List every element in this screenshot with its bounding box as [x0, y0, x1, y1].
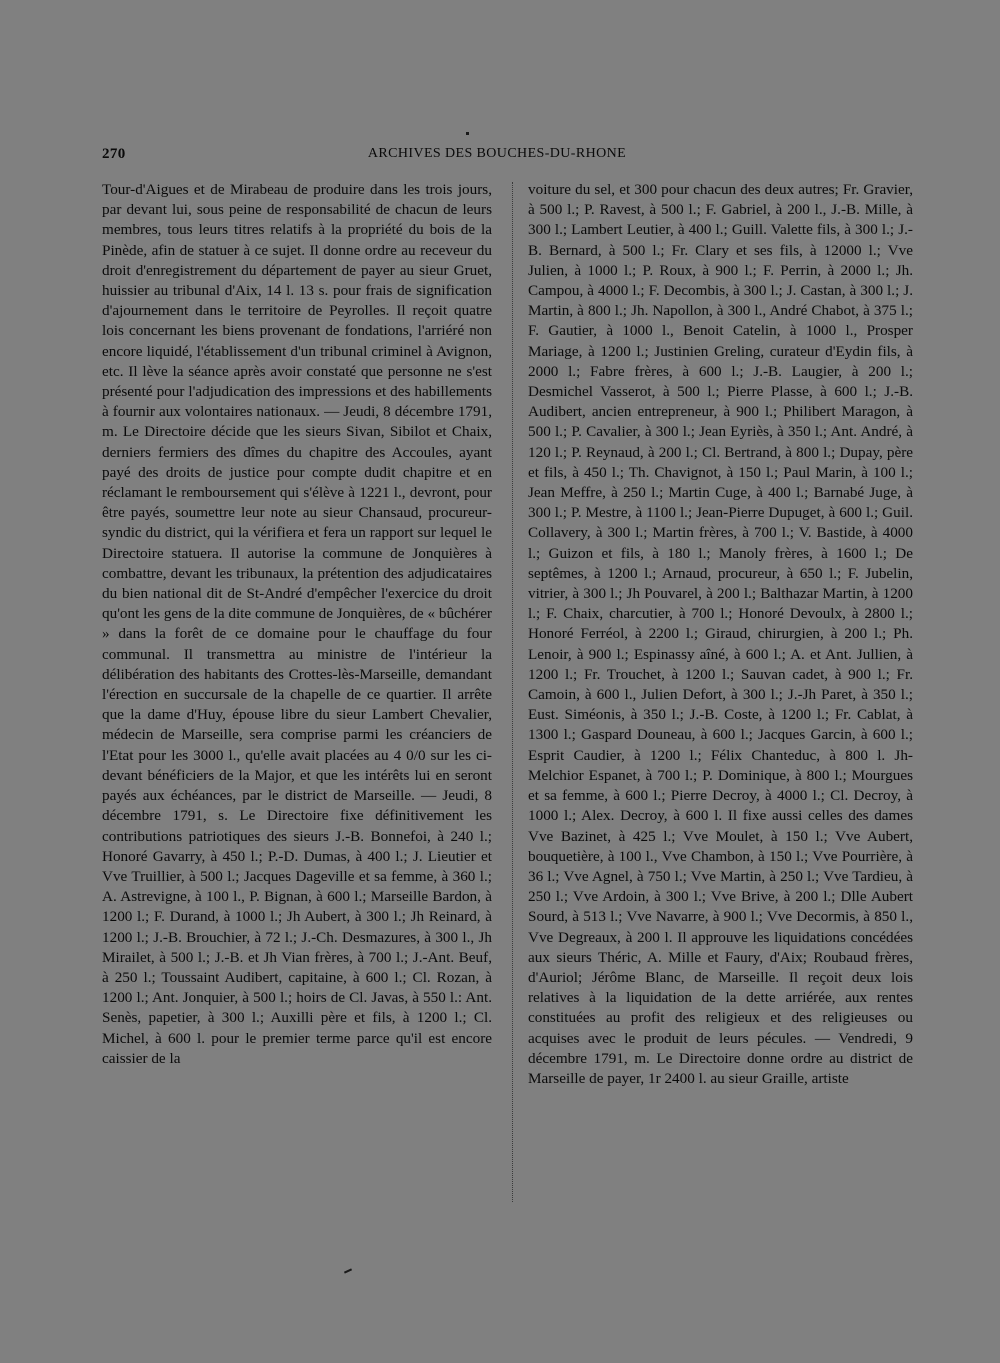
- left-column-text: Tour-d'Aigues et de Mirabeau de produire dans les trois jours, par devant lui, sous peine de responsabilité de chacun de leurs membres, tous leurs titres relatifs à la propriété du bois de la Pinède, afin de statuer à ce sujet. Il donne ordre au receveur du droit d'enregistrement du département de payer au sieur Gruet, huissier au tribunal d'Aix, 14 l. 13 s. pour frais de signification d'ajournement dans le territoire de Peyrolles. Il reçoit quatre lois concernant les biens provenant de fondations, l'arriéré non encore liquidé, l'établissement d'un tribunal criminel à Avignon, etc. Il lève la séance après avoir constaté que personne ne s'est présenté pour l'adjudication des impressions et des habillements à fournir aux volontaires nationaux. — Jeudi, 8 décembre 1791, m. Le Directoire décide que les sieurs Sivan, Sibilot et Chaix, derniers fermiers des dîmes du chapitre des Accoules, ayant payé des droits de justice pour compte dudit chapitre et en réclamant le remboursement qui s'élève à 1221 l., devront, pour être payés, soumettre leur note au sieur Chansaud, procureur-syndic du district, qui la vérifiera et fera un rapport sur lequel le Directoire statuera. Il autorise la commune de Jonquières à combattre, devant les tribunaux, la prétention des adjudicataires du bien national dit de St-André d'empêcher l'exercice du droit qu'ont les gens de la dite commune de Jonquières, de « bûchérer » dans la forêt de ce domaine pour le chauffage du four communal. Il transmettra au ministre de l'intérieur la délibération des habitants des Crottes-lès-Marseille, demandant l'érection en succursale de la chapelle de ce quartier. Il arrête que la dame d'Huy, épouse libre du sieur Lambert Chevalier, médecin de Marseille, sera comprise parmi les créanciers de l'Etat pour les 3000 l., qu'elle avait placées au 4 0/0 sur les ci-devant bénéficiers de la Major, et que les intérêts lui en seront payés aux échéances, par le district de Marseille. — Jeudi, 8 décembre 1791, s. Le Directoire fixe définitivement les contributions patriotiques des sieurs J.-B. Bonnefoi, à 240 l.; Honoré Gavarry, à 450 l.; P.-D. Dumas, à 400 l.; J. Lieutier et Vve Truillier, à 500 l.; Jacques Dageville et sa femme, à 360 l.; A. Astrevigne, à 100 l., P. Bignan, à 600 l.; Marseille Bardon, à 1200 l.; F. Durand, à 1000 l.; Jh Aubert, à 300 l.; Jh Reinard, à 1200 l.; J.-B. Brouchier, à 72 l.; J.-Ch. Desmazures, à 300 l., Jh Mirailet, à 500 l.; J.-B. et Jh Vian frères, à 700 l.; J.-Ant. Beuf, à 250 l.; Toussaint Audibert, capitaine, à 600 l.; Cl. Rozan, à 1200 l.; Ant. Jonquier, à 500 l.; hoirs de Cl. Javas, à 550 l.: Ant. Senès, papetier, à 300 l.; Auxilli père et fils, à 1200 l.; Cl. Michel, à 600 l. pour le premier terme parce qu'il est encore caissier de la: [102, 181, 492, 1067]
- ink-speck: [466, 132, 469, 135]
- page-number: 270: [102, 146, 126, 162]
- ink-speck: [344, 1268, 352, 1273]
- page-header: [102, 146, 892, 168]
- left-column: [102, 180, 492, 1210]
- right-column-text: voiture du sel, et 300 pour chacun des deux autres; Fr. Gravier, à 500 l.; P. Ravest, à 500 l.; F. Gabriel, à 200 l., J.-B. Mille, à 300 l.; Lambert Leutier, à 400 l.; Guill. Valette fils, à 300 l.; J.-B. Bernard, à 500 l.; Fr. Clary et ses fils, à 12000 l.; Vve Julien, à 1000 l.; P. Roux, à 900 l.; F. Perrin, à 2000 l.; Jh. Campou, à 4000 l.; F. Decombis, à 300 l.; J. Castan, à 300 l.; J. Martin, à 800 l.; Jh. Napollon, à 300 l., André Chabot, à 375 l.; F. Gautier, à 1000 l., Benoit Catelin, à 1000 l., Prosper Mariage, à 1200 l.; Justinien Greling, curateur d'Eydin fils, à 2000 l.; Fabre frères, à 600 l.; J.-B. Laugier, à 200 l.; Desmichel Vasserot, à 500 l.; Pierre Plasse, à 600 l.; J.-B. Audibert, ancien entrepreneur, à 900 l.; Philibert Maragon, à 500 l.; P. Cavalier, à 300 l.; Jean Eyriès, à 350 l.; Ant. André, à 120 l.; P. Reynaud, à 200 l.; Cl. Bertrand, à 800 l.; Dupay, père et fils, à 450 l.; Th. Chavignot, à 150 l.; Paul Marin, à 100 l.; Jean Meffre, à 250 l.; Martin Cuge, à 400 l.; Barnabé Juge, à 300 l.; P. Mestre, à 1100 l.; Jean-Pierre Dupuget, à 600 l.; Guil. Collavery, à 300 l.; Martin frères, à 700 l.; V. Bastide, à 4000 l.; Guizon et fils, à 180 l.; Manoly frères, à 1600 l.; De septêmes, à 1200 l.; Arnaud, procureur, à 650 l.; F. Jubelin, vitrier, à 300 l.; Jh Pouvarel, à 200 l.; Balthazar Martin, à 1200 l.; F. Chaix, charcutier, à 700 l.; Honoré Devoulx, à 2800 l.; Honoré Ferréol, à 2200 l.; Giraud, chirurgien, à 200 l.; Ph. Lenoir, à 900 l.; Espinassy aîné, à 600 l.; A. et Ant. Jullien, à 1200 l.; Fr. Trouchet, à 1200 l.; Sauvan cadet, à 900 l.; Fr. Camoin, à 600 l., Julien Defort, à 300 l.; J.-Jh Paret, à 350 l.; Eust. Siméonis, à 350 l.; J.-B. Coste, à 1200 l.; Fr. Cablat, à 1300 l.; Gaspard Douneau, à 600 l.; Jacques Garcin, à 600 l.; Esprit Caudier, à 1200 l.; Félix Chanteduc, à 800 l. Jh-Melchior Espanet, à 700 l.; P. Dominique, à 800 l.; Mourgues et sa femme, à 600 l.; Pierre Decroy, à 4000 l.; Cl. Decroy, à 1000 l.; Alex. Decroy, à 600 l. Il fixe aussi celles des dames Vve Bazinet, à 425 l.; Vve Moulet, à 150 l.; Vve Aubert, bouquetière, à 100 l., Vve Chambon, à 150 l.; Vve Pourrière, à 36 l.; Vve Agnel, à 750 l.; Vve Martin, à 250 l.; Vve Tardieu, à 250 l.; Vve Ardoin, à 300 l.; Vve Brive, à 200 l.; Dlle Aubert Sourd, à 513 l.; Vve Navarre, à 900 l.; Vve Decormis, à 850 l., Vve Degreaux, à 200 l. Il approuve les liquidations concédées aux sieurs Théric, A. Mille et Faury, d'Aix; Roubaud frères, d'Auriol; Jérôme Blanc, de Marseille. Il reçoit deux lois relatives à la liquidation de la dette arriérée, aux rentes constituées au profit des religieux et des religieuses ou acquises avec le produit de leurs pécules. — Vendredi, 9 décembre 1791, m. Le Directoire donne ordre au district de Marseille de payer, 1r 2400 l. au sieur Graille, artiste: [528, 181, 913, 1087]
- right-column: [528, 180, 913, 1210]
- column-divider: [512, 182, 513, 1202]
- running-head: ARCHIVES DES BOUCHES-DU-RHONE: [367, 146, 627, 161]
